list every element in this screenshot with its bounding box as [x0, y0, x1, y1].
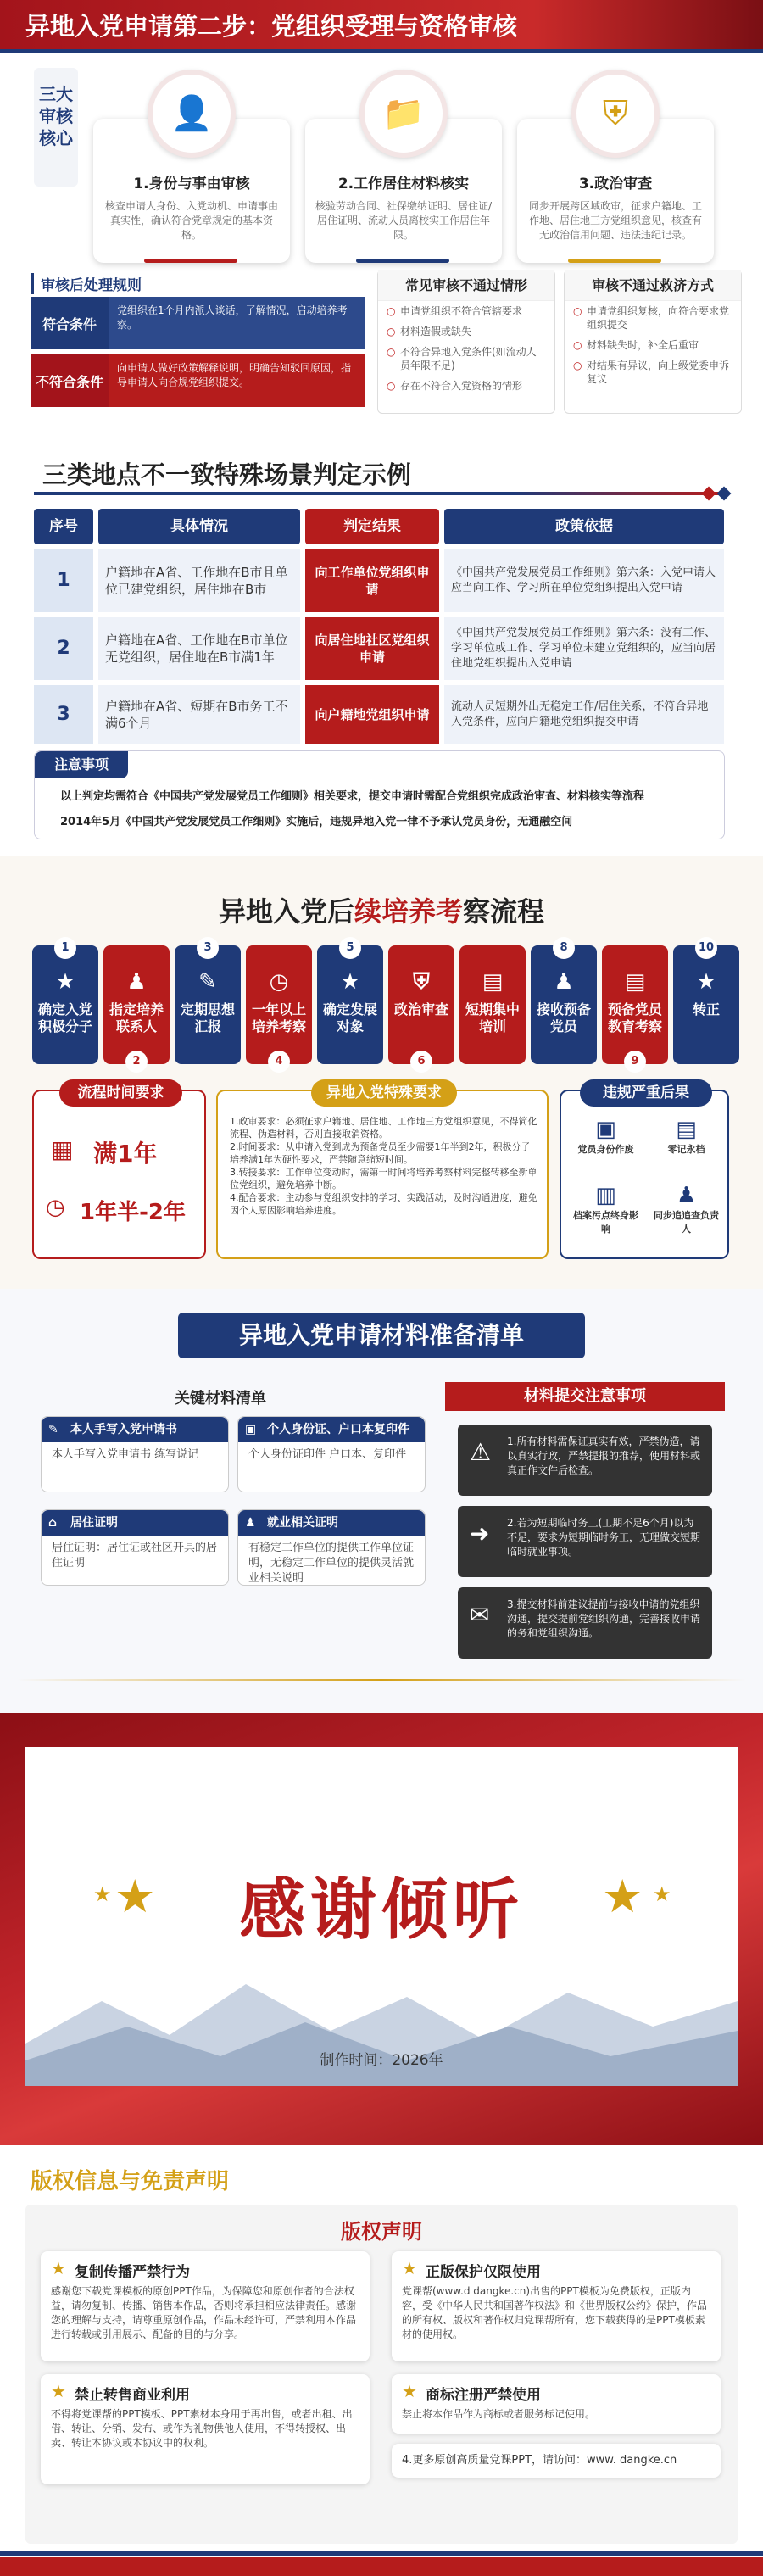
notice-text: 2.若为短期临时务工(工期不足6个月)以为不足，要求为短期临时务工，无理做交短期临时就业事项。 [507, 1517, 701, 1558]
home-icon: ⌂ [48, 1516, 58, 1530]
step-label: 政治审查 [393, 1001, 448, 1018]
time-panel [32, 1084, 206, 1259]
step-number: 5 [339, 937, 361, 959]
rule-text: 党组织在1个月内派人谈话，了解情况，启动培养考察。 [109, 297, 365, 349]
step-2 [103, 945, 170, 1068]
card-title: 1.身份与事由审核 [133, 176, 250, 192]
card-title: 2.工作居住材料核实 [337, 176, 470, 192]
card-title: 3.政治审查 [578, 176, 653, 192]
step-number: 8 [553, 937, 575, 959]
fix-box [564, 270, 742, 414]
violate-panel [560, 1084, 729, 1259]
violate-label: 档案污点终身影响 [573, 1210, 638, 1235]
material-card [41, 1416, 229, 1492]
step-label: 预备党员教育考察 [607, 1001, 662, 1034]
slide-materials [0, 1289, 763, 1713]
row-basis: 《中国共产党发展党员工作细则》第六条：入党申请人应当向工作、学习所在单位党组织提出入党申请 [444, 549, 724, 612]
step-label: 确定入党积极分子 [37, 1001, 92, 1034]
step-6 [388, 945, 454, 1068]
material-text: 居住证明：居住证或社区开具的居住证明 [52, 1542, 218, 1570]
rule-tag: 不符合条件 [31, 354, 109, 407]
star-icon: ★ [93, 1882, 112, 1906]
person-icon: ♟ [676, 1183, 697, 1208]
step-3 [175, 941, 241, 1064]
time-range: 1年半-2年 [80, 1200, 186, 1225]
id-card-icon: ▣ [245, 1423, 257, 1436]
notice-text: 1.所有材料需保证真实有效，严禁伪造，请以真实行政，严禁提报的推荐，使用材料或真正作文件后检查。 [507, 1436, 701, 1476]
title-part: 异地入党后 [218, 895, 354, 928]
person-icon: ♟ [554, 969, 574, 995]
special-panel [216, 1084, 549, 1259]
slide-title: 三类地点不一致特殊场景判定示例 [42, 460, 412, 489]
material-text: 本人手写入党申请书 练写说记 [52, 1448, 199, 1461]
diamond-icon [702, 487, 716, 501]
material-card [41, 1509, 229, 1586]
row-case: 户籍地在A省、工作地在B市单位无党组织，居住地在B市满1年 [98, 617, 300, 680]
row-number: 2 [34, 617, 93, 680]
slide-cases [0, 424, 763, 856]
fix-item: ○ 材料缺失时，补全后重审 [565, 335, 741, 355]
violate-label: 零记永档 [667, 1144, 705, 1155]
violate-item [570, 1117, 642, 1156]
step-7 [459, 945, 526, 1064]
special-list [230, 1115, 538, 1217]
note-item: 以上判定均需符合《中国共产党发展党员工作细则》相关要求，提交申请时需配合党组织完成政治审查、材料核实等流程 [60, 790, 645, 803]
row-case: 户籍地在A省、短期在B市务工不满6个月 [98, 685, 300, 744]
card-title: ★ 正版保护仅限使用 [392, 2251, 721, 2284]
key-title: 关键材料清单 [175, 1390, 266, 1408]
star-icon: ★ [114, 1870, 156, 1923]
step-label: 接收预备党员 [536, 1001, 591, 1034]
step-number: 3 [197, 937, 219, 959]
step-number: 6 [410, 1051, 432, 1073]
card-text: 核验劳动合同、社保缴纳证明、居住证/居住证明、流动人员离校实工作居住年限。 [315, 200, 493, 241]
material-title: 个人身份证、户口本复印件 [267, 1423, 409, 1436]
slide-process [0, 856, 763, 1289]
fail-item: ○ 不符合异地入党条件(如流动人员年限不足) [378, 342, 554, 376]
col-header: 政策依据 [444, 509, 724, 544]
rule-label: 审核后处理规则 [31, 273, 142, 294]
fail-item: ○ 材料造假或缺失 [378, 321, 554, 342]
material-text: 个人身份证印件 户口本、复印件 [248, 1448, 407, 1461]
fail-item: ○ 存在不符合入党资格的情形 [378, 376, 554, 396]
rule-pass [31, 297, 365, 349]
person-icon: 👤 [148, 70, 236, 158]
document-icon: ▤ [624, 969, 646, 995]
card-text: 同步开展跨区域政审，征求户籍地、工作地、居住地三方党组织意见，核查有无政治信用问题、违法违纪记录。 [528, 200, 702, 241]
shield-icon: ⛨ [413, 969, 430, 995]
special-title: 异地入党特殊要求 [311, 1079, 457, 1107]
row-number: 1 [34, 549, 93, 612]
folder-icon: 📁 [359, 70, 448, 158]
special-item: 4.配合要求：主动参与党组织安排的学习、实践活动，及时沟通进度，避免因个人原因影响培养进度。 [230, 1192, 537, 1216]
step-4 [246, 945, 312, 1068]
notice-item [458, 1425, 712, 1496]
notice-text: 3.提交材料前建议提前与接收申请的党组织沟通，提交提前党组织沟通，完善接收申请的务和党组织沟通。 [507, 1598, 701, 1639]
step-number: 2 [125, 1051, 148, 1073]
card-text: 不得将党课帮的PPT模板、PPT素材本身用于再出售，或者出租、出借、转让、分销、发布、或作为礼物供他人使用，不得转授权、出卖、转让本协议或本协议中的权利。 [51, 2408, 353, 2449]
copyright-card [392, 2374, 721, 2434]
step-number: 10 [695, 937, 717, 959]
card-political [517, 94, 714, 263]
footer-bar [0, 2557, 763, 2576]
person-icon: ♟ [245, 1516, 256, 1530]
thanks-text: 感谢倾听 [238, 1872, 524, 1949]
rule-fail [31, 354, 365, 407]
fix-title: 审核不通过救济方式 [565, 270, 741, 301]
step-label: 指定培养联系人 [109, 1001, 164, 1034]
calendar-icon: ▦ [51, 1135, 74, 1163]
slide-title: 异地入党申请第二步：党组织受理与资格审核 [0, 0, 763, 53]
notes-title: 注意事项 [35, 751, 128, 778]
message-icon: ✉ [470, 1601, 490, 1629]
card-title: ★ 禁止转售商业利用 [41, 2374, 370, 2407]
special-item: 3.转接要求：工作单位变动时，需第一时间将培养考察材料完整转移至新单位党组织，避免培养中断。 [230, 1167, 537, 1190]
date-text: 制作时间：2026年 [320, 2052, 443, 2069]
material-title: 居住证明 [70, 1516, 118, 1530]
special-item: 2.时间要求：从申请入党到成为预备党员至少需要1年半到2年，积极分子培养满1年为硬性要求，严禁随意缩短时间。 [230, 1141, 531, 1165]
fix-item: ○ 申请党组织复核，向符合要求党组织提交 [565, 301, 741, 335]
clock-icon: ◷ [46, 1195, 65, 1220]
fail-title: 常见审核不通过情形 [378, 270, 554, 301]
diamond-icon [717, 487, 732, 501]
copyright-card [41, 2251, 370, 2361]
violate-item [650, 1183, 722, 1235]
card-bar [568, 259, 661, 263]
slide-title: 异地入党申请材料准备清单 [178, 1313, 585, 1358]
slide-thanks [0, 1713, 763, 2145]
material-title: 就业相关证明 [267, 1516, 338, 1530]
copyright-card [41, 2374, 370, 2484]
time-title: 流程时间要求 [59, 1079, 182, 1107]
fail-item: ○ 申请党组织不符合管辖要求 [378, 301, 554, 321]
step-label: 确定发展对象 [322, 1001, 377, 1034]
notice-title: 材料提交注意事项 [445, 1382, 725, 1411]
col-header: 判定结果 [305, 509, 439, 544]
shield-icon: ⛨ [571, 70, 660, 158]
fix-item: ○ 对结果有异议，向上级党委申诉复议 [565, 355, 741, 389]
rule-text: 向申请人做好政策解释说明，明确告知驳回原因，指导申请人向合规党组织提交。 [109, 354, 365, 407]
notes-box [34, 750, 725, 839]
row-number: 3 [34, 685, 93, 744]
step-10 [673, 941, 739, 1064]
special-item: 1.政审要求：必须征求户籍地、居住地、工作地三方党组织意见，不得简化流程、伪造材料，否则直接取消资格。 [230, 1116, 537, 1140]
star-icon: ★ [696, 969, 716, 995]
card-title: ★ 商标注册严禁使用 [392, 2374, 721, 2407]
slide-title [0, 890, 763, 929]
title-part: 察流程 [463, 895, 545, 928]
id-card-icon: ▣ [595, 1117, 616, 1142]
notice-item [458, 1506, 712, 1577]
material-title: 本人手写入党申请书 [70, 1423, 177, 1436]
card-text: 感谢您下载党课模板的原创PPT作品，为保障您和原创作者的合法权益，请勿复制、传播、销售本作品，否则将承担相应法律责任。感谢您的理解与支持，请尊重原创作品，作品未经许可，严禁利用本作品进行转载或引用展示、配备的目的与分享。 [51, 2285, 357, 2340]
violate-item [570, 1183, 642, 1235]
step-number: 4 [268, 1051, 290, 1073]
row-result: 向户籍地党组织申请 [305, 685, 439, 744]
notice-item [458, 1587, 712, 1659]
copyright-card [392, 2251, 721, 2361]
pen-icon: ✎ [198, 969, 217, 995]
star-icon: ★ [653, 1882, 671, 1906]
step-label: 一年以上培养考察 [251, 1001, 306, 1034]
material-card [237, 1416, 426, 1492]
row-basis: 流动人员短期外出无稳定工作/居住关系，不符合异地入党条件，应向户籍地党组织提交申请 [444, 685, 724, 744]
step-label: 转正 [692, 1001, 720, 1018]
step-label: 短期集中培训 [465, 1001, 520, 1034]
card-bar [144, 259, 237, 263]
card-text: 禁止将本作品作为商标或者服务标记使用。 [402, 2408, 596, 2420]
title-highlight: 续培养考 [354, 895, 463, 928]
core-label: 三大审核核心 [34, 68, 78, 187]
star-icon: ★ [340, 969, 360, 995]
material-text: 有稳定工作单位的提供工作单位证明，无稳定工作单位的提供灵活就业相关说明 [248, 1542, 415, 1585]
step-5 [317, 941, 383, 1064]
step-label: 定期思想汇报 [180, 1001, 235, 1034]
row-result: 向工作单位党组织申请 [305, 549, 439, 612]
material-card [237, 1509, 426, 1586]
rule-tag: 符合条件 [31, 297, 109, 349]
divider [17, 1679, 746, 1681]
step-1 [32, 941, 98, 1064]
slide-title: 版权信息与免责声明 [31, 2169, 230, 2194]
copyright-subtitle: 版权声明 [341, 2220, 422, 2244]
violate-label: 同步追追查负责人 [654, 1210, 719, 1235]
card-material [305, 94, 502, 263]
document-icon: ▤ [676, 1117, 697, 1142]
step-9 [602, 945, 668, 1068]
violate-item [650, 1117, 722, 1156]
archive-icon: ▥ [595, 1183, 616, 1208]
footer-bar [0, 2551, 763, 2556]
more-link[interactable]: 4.更多原创高质量党课PPT，请访问：www. dangke.cn [392, 2444, 721, 2478]
card-identity [93, 94, 290, 263]
clock-icon: ◷ [269, 969, 289, 995]
step-number: 9 [624, 1051, 646, 1073]
star-icon: ★ [602, 1870, 643, 1923]
card-bar [356, 259, 449, 263]
title-underline [34, 492, 721, 495]
fail-box [377, 270, 555, 414]
pen-icon: ✎ [48, 1423, 58, 1436]
step-number: 1 [54, 937, 76, 959]
card-text: 党课帮(www.d dangke.cn)出售的PPT模板为免费版权，正版内容，受《中华人民共和国著作权法》和《世界版权公约》保护，作品的所有权、版权和著作权归党课帮所有，您下载获得的是PPT模板素材的使用权。 [402, 2285, 708, 2340]
row-case: 户籍地在A省、工作地在B市且单位已建党组织，居住地在B市 [98, 549, 300, 612]
note-item: 2014年5月《中国共产党发展党员工作细则》实施后，违规异地入党一律不予承认党员身份，无通融空间 [60, 816, 573, 828]
slide-review [0, 0, 763, 424]
star-icon: ★ [55, 969, 75, 995]
arrow-icon: ➜ [470, 1519, 490, 1547]
row-result: 向居住地社区党组织申请 [305, 617, 439, 680]
step-8 [531, 941, 597, 1064]
card-text: 核查申请人身份、入党动机、申请事由真实性，确认符合党章规定的基本资格。 [104, 200, 278, 241]
col-header: 序号 [34, 509, 93, 544]
violate-label: 党员身份作废 [577, 1144, 634, 1155]
card-title: ★ 复制传播严禁行为 [41, 2251, 370, 2284]
person-icon: ♟ [126, 969, 147, 995]
violate-title: 违规严重后果 [580, 1079, 712, 1107]
row-basis: 《中国共产党发展党员工作细则》第六条：没有工作、学习单位或工作、学习单位未建立党组织的，应当向居住地党组织提出入党申请 [444, 617, 724, 680]
time-min: 满1年 [93, 1140, 158, 1168]
slide-copyright [0, 2145, 763, 2576]
warning-icon: ⚠ [470, 1438, 492, 1466]
col-header: 具体情况 [98, 509, 300, 544]
document-icon: ▤ [482, 969, 504, 995]
